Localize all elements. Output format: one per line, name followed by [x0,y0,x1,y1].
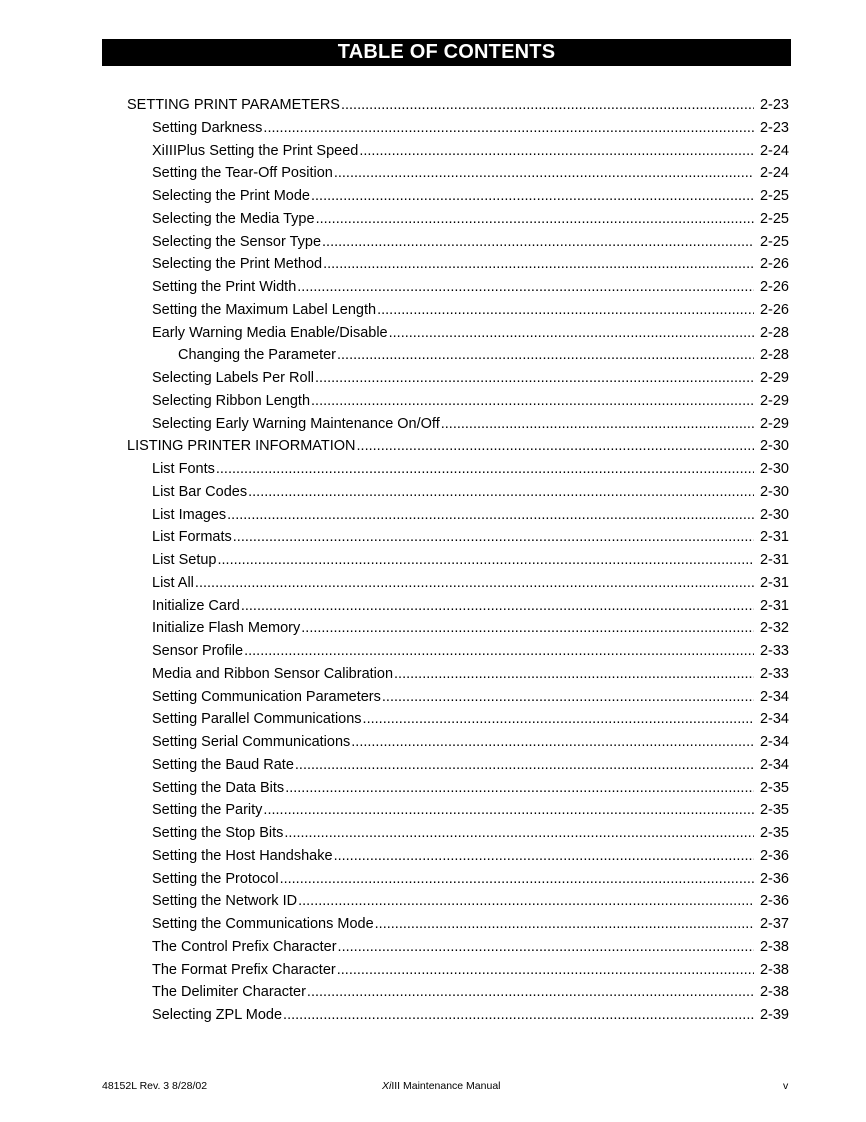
toc-entry[interactable] [0,526,866,549]
toc-entry-page: 2-35 [759,825,789,841]
toc-dot-leader [341,94,754,117]
toc-entry[interactable] [0,640,866,663]
toc-entry[interactable] [0,390,866,413]
toc-dot-leader [389,322,754,345]
toc-entry-page: 2-23 [759,97,789,113]
toc-entry-label: Media and Ribbon Sensor Calibration [152,665,394,682]
toc-entry[interactable] [0,822,866,845]
toc-entry[interactable] [0,936,866,959]
toc-dot-leader [315,367,754,390]
toc-dot-leader [322,231,754,254]
toc-entry[interactable] [0,572,866,595]
toc-entry-label: Setting the Network ID [152,893,298,910]
toc-entry[interactable] [0,959,866,982]
toc-dot-leader [284,822,754,845]
toc-entry-page: 2-29 [759,392,789,409]
footer-manual-title-rest: III Maintenance Manual [391,1080,501,1092]
toc-entry-page: 2-30 [759,506,789,523]
toc-dot-leader [248,481,754,504]
toc-entry[interactable] [0,504,866,527]
toc-entry-page: 2-34 [759,688,789,705]
toc-entry-label: SETTING PRINT PARAMETERS [127,97,340,113]
toc-dot-leader [307,981,754,1004]
toc-entry[interactable] [0,777,866,800]
toc-entry-page: 2-36 [759,847,789,864]
toc-entry[interactable] [0,231,866,254]
toc-dot-leader [382,686,754,709]
toc-entry-page: 2-36 [759,893,789,910]
toc-dot-leader [334,162,754,185]
toc-entry-label: Setting the Host Handshake [152,847,333,864]
toc-entry-label: Selecting the Print Method [152,256,323,273]
toc-entry[interactable] [0,890,866,913]
toc-entry-label: List Images [152,506,227,523]
toc-dot-leader [394,663,754,686]
toc-entry-page: 2-26 [759,301,789,318]
toc-entry[interactable] [0,299,866,322]
toc-entry[interactable] [0,367,866,390]
toc-entry[interactable] [0,185,866,208]
toc-entry[interactable] [0,686,866,709]
toc-entry-page: 2-24 [759,142,789,159]
footer-doc-id: 48152L Rev. 3 8/28/02 [102,1080,208,1092]
toc-entry-label: Early Warning Media Enable/Disable [152,324,388,341]
toc-dot-leader [263,117,754,140]
toc-entry-label: Setting Darkness [152,119,263,136]
toc-entry-page: 2-38 [759,984,789,1001]
table-of-contents [0,94,866,1027]
toc-entry-page: 2-38 [759,961,789,978]
footer-page-number: v [783,1080,789,1092]
toc-entry[interactable] [0,344,866,367]
toc-entry[interactable] [0,162,866,185]
toc-entry-label: Setting the Protocol [152,870,279,887]
page-title: TABLE OF CONTENTS [102,39,791,66]
toc-entry-label: Selecting the Media Type [152,210,315,227]
toc-dot-leader [323,253,754,276]
toc-entry-page: 2-26 [759,279,789,295]
toc-entry-label: Selecting the Sensor Type [152,233,322,250]
toc-dot-leader [298,890,754,913]
toc-entry-page: 2-29 [759,370,789,386]
toc-entry-label: List Bar Codes [152,483,248,500]
toc-entry-label: Initialize Card [152,597,240,614]
toc-entry-page: 2-31 [759,529,789,546]
toc-entry[interactable] [0,617,866,640]
toc-entry-page: 2-25 [759,233,789,250]
toc-entry-label: Setting the Communications Mode [152,916,374,932]
footer-manual-title [382,1080,501,1092]
toc-dot-leader [233,526,754,549]
toc-entry[interactable] [0,731,866,754]
toc-dot-leader [311,390,754,413]
toc-entry[interactable] [0,435,866,458]
toc-entry-label: XiIIIPlus Setting the Print Speed [152,142,359,159]
toc-entry[interactable] [0,276,866,299]
toc-entry-page: 2-31 [759,574,789,591]
toc-dot-leader [375,913,754,936]
toc-entry-page: 2-33 [759,643,789,659]
toc-entry-page: 2-26 [759,256,789,273]
toc-entry[interactable] [0,595,866,618]
toc-entry-label: Setting the Baud Rate [152,756,294,773]
toc-entry[interactable] [0,754,866,777]
toc-entry-label: Setting Communication Parameters [152,688,381,705]
toc-entry-page: 2-25 [759,188,789,204]
toc-entry[interactable] [0,708,866,731]
toc-dot-leader [357,435,754,458]
toc-entry-label: Selecting Early Warning Maintenance On/Off [152,415,440,432]
toc-entry-page: 2-33 [759,665,789,682]
toc-entry[interactable] [0,140,866,163]
toc-entry-page: 2-32 [759,620,789,637]
toc-entry-label: Selecting the Print Mode [152,188,310,204]
toc-entry[interactable] [0,868,866,891]
toc-dot-leader [334,845,754,868]
toc-dot-leader [301,617,754,640]
toc-entry[interactable] [0,845,866,868]
toc-entry-page: 2-30 [759,438,789,455]
toc-entry-page: 2-29 [759,415,789,432]
toc-entry-label: Setting the Parity [152,802,263,819]
toc-entry-page: 2-34 [759,734,789,750]
toc-entry-label: List Setup [152,552,217,568]
toc-entry[interactable] [0,94,866,117]
toc-dot-leader [218,549,755,572]
toc-entry-page: 2-34 [759,756,789,773]
toc-entry[interactable] [0,458,866,481]
toc-entry-label: Setting the Data Bits [152,779,285,796]
toc-dot-leader [441,413,754,436]
toc-entry-page: 2-23 [759,119,789,136]
toc-entry[interactable] [0,253,866,276]
toc-entry-page: 2-30 [759,483,789,500]
toc-entry[interactable] [0,117,866,140]
toc-dot-leader [241,595,754,618]
toc-entry-label: Initialize Flash Memory [152,620,301,637]
toc-dot-leader [263,799,754,822]
toc-entry-label: Selecting Labels Per Roll [152,370,315,386]
toc-entry-label: The Control Prefix Character [152,938,337,955]
toc-entry-label: List Formats [152,529,232,546]
toc-entry-page: 2-35 [759,802,789,819]
toc-entry-label: List Fonts [152,461,215,477]
toc-dot-leader [337,959,754,982]
toc-dot-leader [283,1004,754,1027]
toc-entry-page: 2-34 [759,711,789,728]
toc-entry-page: 2-39 [759,1007,789,1023]
toc-entry-label: Setting the Stop Bits [152,825,284,841]
toc-dot-leader [244,640,754,663]
toc-dot-leader [285,777,754,800]
toc-entry-label: Setting the Maximum Label Length [152,301,377,318]
toc-entry[interactable] [0,208,866,231]
toc-entry-label: Setting Serial Communications [152,734,351,750]
toc-entry-page: 2-31 [759,552,789,568]
toc-entry-label: Changing the Parameter [178,347,336,364]
toc-entry-label: Selecting ZPL Mode [152,1007,283,1023]
toc-entry-page: 2-25 [759,210,789,227]
toc-entry[interactable] [0,981,866,1004]
toc-entry-page: 2-24 [759,165,789,182]
toc-entry[interactable] [0,322,866,345]
toc-entry[interactable] [0,549,866,572]
toc-entry-label: Setting the Print Width [152,279,297,295]
toc-entry[interactable] [0,413,866,436]
toc-entry-label: LISTING PRINTER INFORMATION [127,438,356,455]
toc-entry-page: 2-36 [759,870,789,887]
toc-dot-leader [227,504,754,527]
toc-entry-page: 2-35 [759,779,789,796]
toc-entry-page: 2-28 [759,324,789,341]
toc-entry-label: List All [152,574,194,591]
toc-dot-leader [338,936,754,959]
toc-entry-label: Setting the Tear-Off Position [152,165,333,182]
toc-entry[interactable] [0,799,866,822]
toc-entry-page: 2-37 [759,916,789,932]
toc-dot-leader [280,868,754,891]
toc-dot-leader [311,185,754,208]
toc-dot-leader [316,208,754,231]
toc-dot-leader [363,708,754,731]
toc-dot-leader [297,276,754,299]
toc-entry-page: 2-38 [759,938,789,955]
toc-dot-leader [337,344,754,367]
toc-entry-label: Sensor Profile [152,643,244,659]
toc-entry[interactable] [0,1004,866,1027]
toc-entry[interactable] [0,913,866,936]
toc-entry[interactable] [0,481,866,504]
toc-entry[interactable] [0,663,866,686]
toc-entry-label: Setting Parallel Communications [152,711,362,728]
toc-dot-leader [195,572,754,595]
toc-entry-label: Selecting Ribbon Length [152,392,311,409]
footer-manual-title-italic: Xi [382,1080,392,1092]
toc-dot-leader [351,731,754,754]
toc-dot-leader [295,754,754,777]
toc-entry-label: The Delimiter Character [152,984,306,1001]
toc-entry-page: 2-28 [759,347,789,364]
toc-entry-page: 2-30 [759,461,789,477]
toc-entry-label: The Format Prefix Character [152,961,336,978]
toc-dot-leader [359,140,754,163]
toc-dot-leader [216,458,754,481]
toc-dot-leader [377,299,754,322]
toc-entry-page: 2-31 [759,597,789,614]
